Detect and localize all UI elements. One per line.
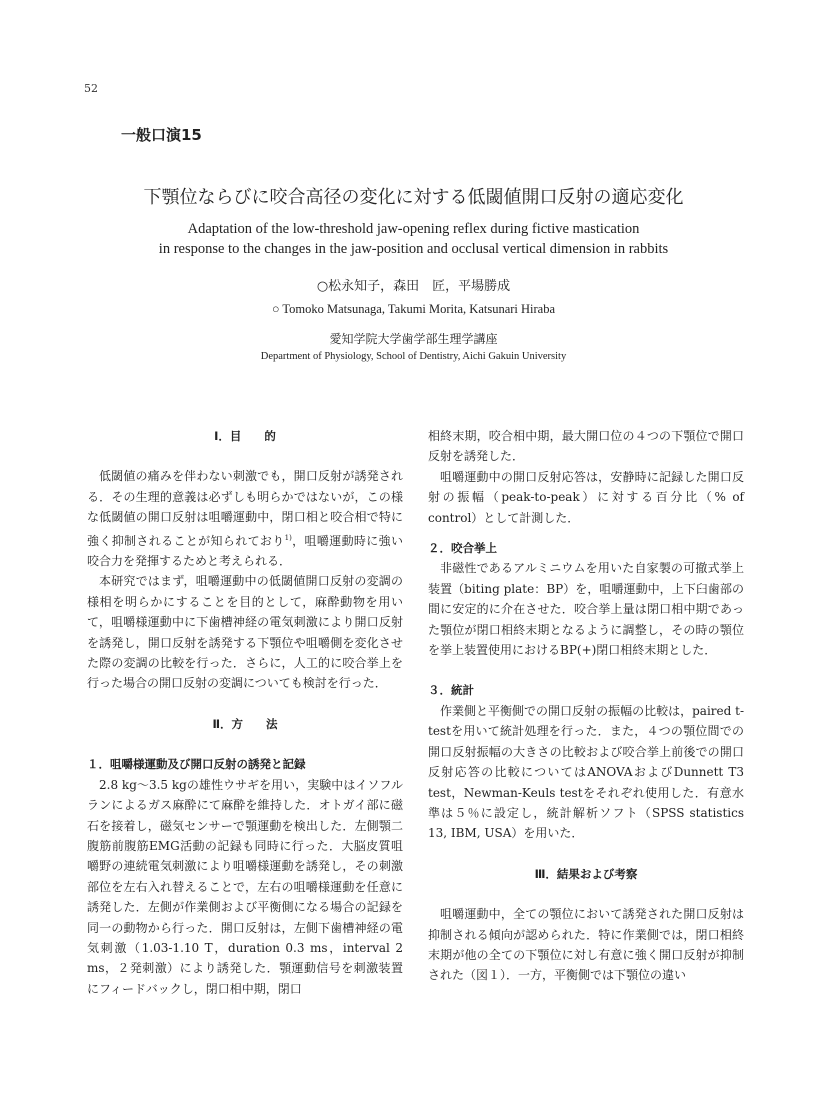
session-label: 一般口演15 [121, 126, 202, 144]
methods-paragraph-continued: 相終末期，咬合相中期，最大開口位の４つの下顎位で開口反射を誘発した． [428, 429, 744, 464]
occlusion-paragraph: 非磁性であるアルミニウムを用いた自家製の可撤式挙上装置（biting plate：BP）を，咀嚼運動中，上下臼歯部の間に安定的に介在させた．咬合挙上量は閉口相中期であった顎位が閉口相終末期となるように調整し，その時の顎位を挙上装置使用におけるBP(+)閉口相終末期とした． [428, 561, 744, 658]
subsection-heading-3: ３．統計 [428, 683, 474, 698]
left-column [87, 426, 403, 999]
purpose-paragraph-1-tail: ，咀嚼運動時に強い咬合力を発揮するためと考えられる． [87, 533, 403, 569]
results-paragraph-1: 咀嚼運動中，全ての顎位において誘発された開口反射は抑制される傾向が認められた．特に作業側では，閉口相終末期が他の全ての下顎位に対し有意に強く開口反射が抑制された（図１）．一方，平衡側では下顎位の違い [428, 907, 744, 983]
page-number: 52 [84, 82, 98, 95]
section-heading-purpose: Ⅰ．目 的 [214, 429, 276, 443]
subsection-heading-2: ２．咬合挙上 [428, 541, 497, 556]
section-heading-methods: Ⅱ．方 法 [212, 716, 278, 731]
purpose-paragraph-2: 本研究ではまず，咀嚼運動中の低閾値開口反射の変調の様相を明らかにすることを目的として，麻酔動物を用いて，咀嚼様運動中に下歯槽神経の電気刺激により開口反射を誘発し，開口反射を誘発する下顎位や咀嚼側を変化させた際の変調の比較を行った．さらに，人工的に咬合挙上を行った場合の開口反射の変調についても検討を行った． [87, 574, 403, 691]
purpose-paragraph-1-text: 低閾値の痛みを伴わない刺激でも，開口反射が誘発される．その生理的意義は必ずしも明らかではないが，この様な低閾値の開口反射は咀嚼運動中，閉口相と咬合相で特に強く抑制されることが知られており [87, 469, 403, 548]
methods-paragraph-2: 咀嚼運動中の開口反射応答は，安静時に記録した開口反射の振幅（peak-to-peak）に対する百分比（% of control）として計測した． [428, 469, 744, 525]
authors-japanese: ○松永知子，森田 匠，平場勝成 [316, 279, 511, 294]
subsection-heading-1: １．咀嚼様運動及び開口反射の誘発と記録 [87, 757, 306, 772]
authors-english: ○ Tomoko Matsunaga, Takumi Morita, Katsunari Hiraba [271, 302, 556, 316]
methods-paragraph-1: 2.8 kg～3.5 kgの雄性ウサギを用い，実験中はイソフルランによるガス麻酔にて麻酔を維持した．オトガイ部に磁石を接着し，磁気センサーで顎運動を検出した．左側顎二腹筋前腹筋EMG活動の記録も同時に行った．大脳皮質咀嚼野の連続電気刺激により咀嚼様運動を誘発し，その刺激部位を左右入れ替えることで，左右の咀嚼様運動を任意に誘発した．左側が作業側および平衡側になる場合の記録を同一の動物から行った．開口反射は，左側下歯槽神経の電気刺激（1.03-1.10 T，duration 0.3 ms，interval 2 ms，２発刺激）により誘発した．顎運動信号を刺激装置にフィードバックし，閉口相中期，閉口 [87, 777, 403, 996]
section-heading-results: Ⅲ．結果および考察 [534, 866, 638, 881]
statistics-paragraph: 作業側と平衡側での開口反射の振幅の比較は，paired t-testを用いて統計処理を行った．また，４つの顎位間での開口反射振幅の大きさの比較および咬合挙上前後での開口反射応答の比較についてはANOVAおよびDunnett T3 test，Newman-Keuls testをそれぞれ使用した．有意水準は５％に設定し，統計解析ソフト（SPSS statistics 13, IBM, USA）を用いた． [428, 703, 744, 841]
title-english-line2: in response to the changes in the jaw-position and occlusal vertical dimension in rabbits [158, 241, 669, 257]
title-japanese: 下顎位ならびに咬合高径の変化に対する低閾値開口反射の適応変化 [143, 187, 684, 208]
citation-superscript: 1) [284, 533, 292, 542]
affiliation-english: Department of Physiology, School of Dentistry, Aichi Gakuin University [260, 351, 567, 362]
purpose-paragraph-1 [87, 466, 403, 571]
right-column [428, 426, 744, 986]
title-english-line1: Adaptation of the low-threshold jaw-opening reflex during fictive mastication [187, 221, 640, 237]
affiliation-japanese: 愛知学院大学歯学部生理学講座 [329, 332, 498, 346]
